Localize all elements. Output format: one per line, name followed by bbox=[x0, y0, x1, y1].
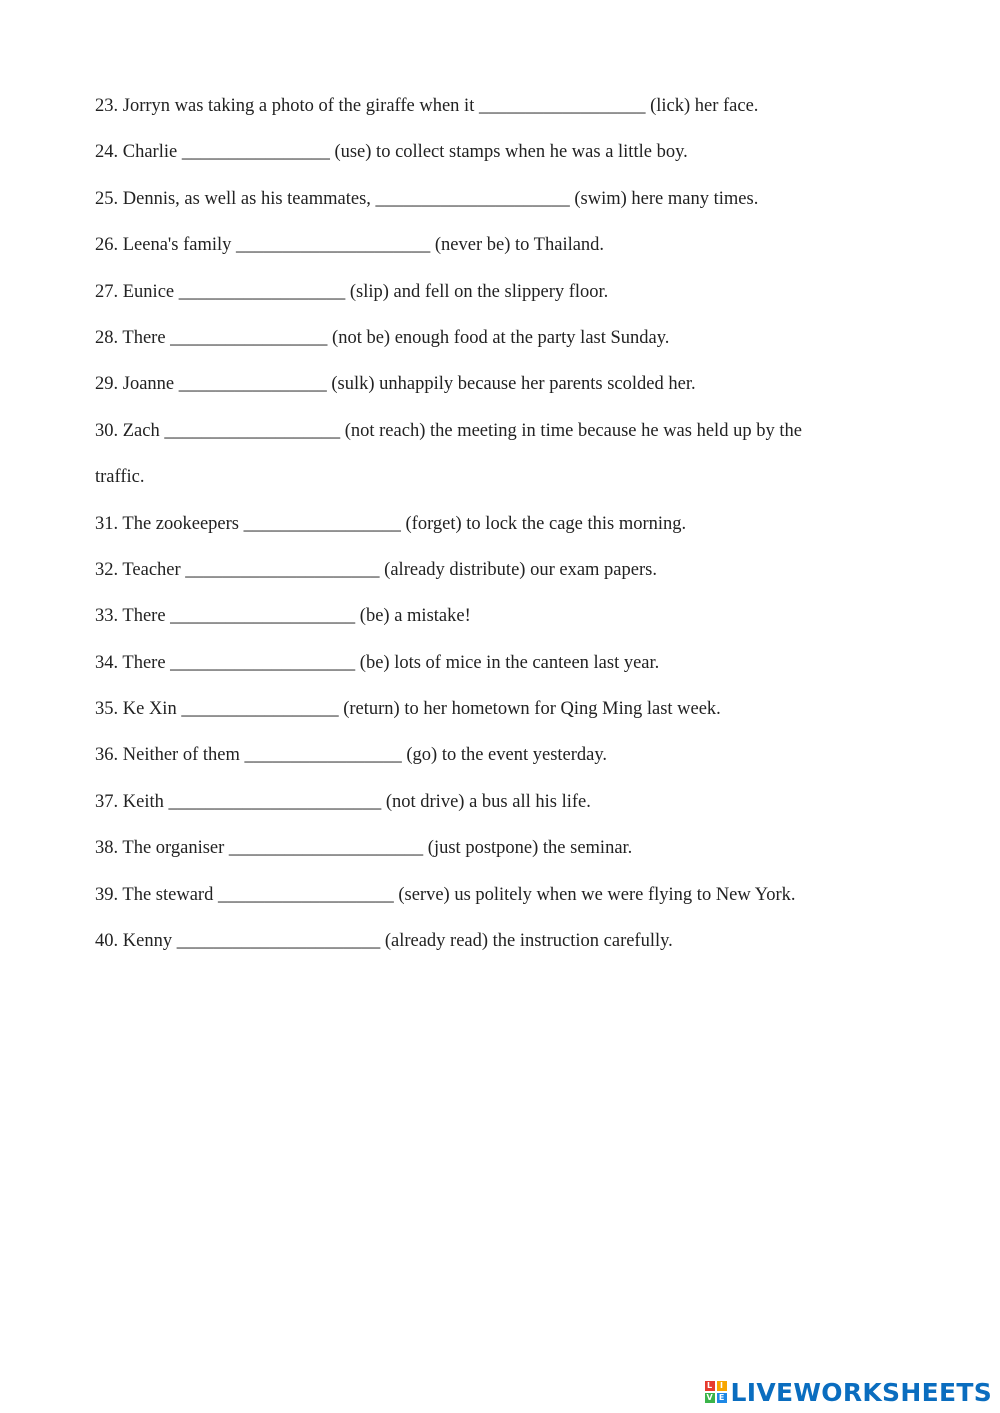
question-line: 37. Keith _______________________ (not drive) a bus all his life. bbox=[95, 791, 591, 812]
question-line: 38. The organiser _____________________ (just postpone) the seminar. bbox=[95, 838, 633, 859]
logo-tile: L bbox=[705, 1381, 715, 1391]
liveworksheets-logo bbox=[705, 1377, 992, 1407]
question-line: 26. Leena's family _____________________ (never be) to Thailand. bbox=[95, 235, 605, 256]
question-line: 30. Zach ___________________ (not reach) the meeting in time because he was held up by the bbox=[95, 420, 802, 441]
question-line: 29. Joanne ________________ (sulk) unhappily because her parents scolded her. bbox=[95, 374, 696, 395]
question-line: 40. Kenny ______________________ (already read) the instruction carefully. bbox=[95, 931, 673, 952]
question-line: 24. Charlie ________________ (use) to collect stamps when he was a little boy. bbox=[95, 142, 688, 163]
question-line: 31. The zookeepers _________________ (forget) to lock the cage this morning. bbox=[95, 513, 687, 534]
question-line-continuation: traffic. bbox=[95, 467, 145, 488]
logo-tile: I bbox=[717, 1381, 727, 1391]
logo-mark-icon bbox=[705, 1381, 727, 1403]
logo-text: LIVEWORKSHEETS bbox=[730, 1377, 992, 1407]
question-line: 25. Dennis, as well as his teammates, _____________________ (swim) here many times. bbox=[95, 188, 759, 209]
question-line: 23. Jorryn was taking a photo of the giraffe when it __________________ (lick) her face. bbox=[95, 96, 759, 116]
question-line: 36. Neither of them _________________ (go) to the event yesterday. bbox=[95, 745, 608, 766]
question-line: 33. There ____________________ (be) a mistake! bbox=[95, 606, 471, 627]
worksheet-body bbox=[95, 89, 895, 970]
logo-tile: V bbox=[706, 1393, 713, 1402]
question-line: 32. Teacher _____________________ (already distribute) our exam papers. bbox=[95, 559, 657, 580]
question-line: 28. There _________________ (not be) enough food at the party last Sunday. bbox=[95, 327, 670, 348]
question-line: 39. The steward ___________________ (serve) us politely when we were flying to New York. bbox=[95, 884, 796, 905]
question-line: 27. Eunice __________________ (slip) and fell on the slippery floor. bbox=[95, 281, 609, 302]
question-line: 34. There ____________________ (be) lots of mice in the canteen last year. bbox=[95, 652, 660, 673]
question-line: 35. Ke Xin _________________ (return) to her hometown for Qing Ming last week. bbox=[95, 699, 721, 720]
logo-tile: E bbox=[717, 1393, 727, 1403]
